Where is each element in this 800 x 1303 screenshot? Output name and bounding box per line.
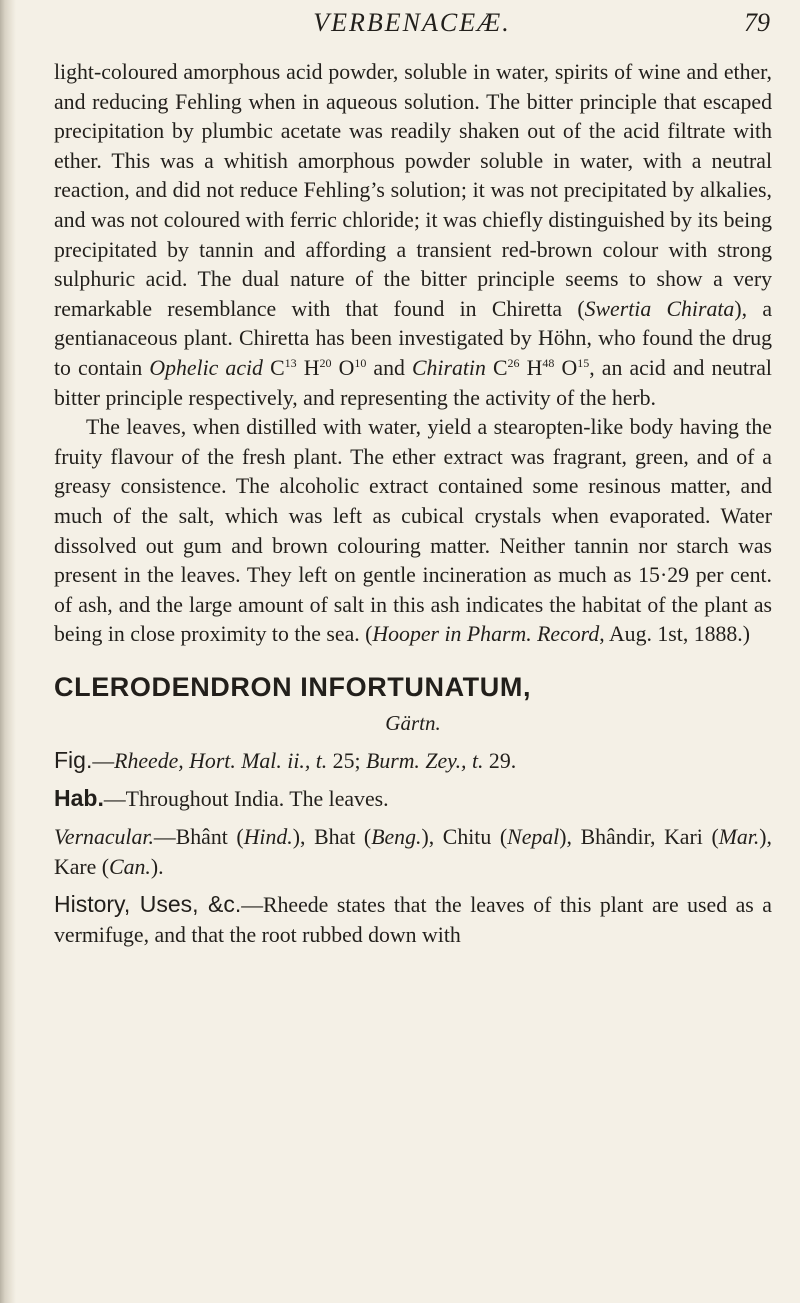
text-run: ), Chitu (	[421, 825, 508, 850]
section-label: Fig.	[54, 746, 93, 773]
running-title: VERBENACEÆ.	[313, 8, 511, 37]
text-run: —Throughout India. The leaves.	[103, 787, 389, 812]
text-run: —	[92, 748, 115, 773]
entry-authority: Gärtn.	[385, 710, 441, 735]
text-run: C	[262, 355, 285, 380]
superscript: 15	[577, 355, 590, 370]
italic-text: Hind.	[243, 825, 293, 850]
text-run: ), Bhândir, Kari (	[559, 825, 719, 850]
page-gutter-shadow	[0, 0, 16, 1303]
paragraph-bitter-principle	[54, 58, 772, 413]
superscript: 13	[284, 355, 297, 370]
text-run: and	[366, 355, 412, 380]
italic-text: Ophelic acid	[149, 355, 263, 380]
section-habitat	[54, 784, 772, 815]
italic-text: Chiratin	[412, 355, 486, 380]
section-vernacular	[54, 823, 772, 882]
text-run: , Aug. 1st, 1888.)	[599, 622, 751, 647]
text-run: H	[519, 355, 543, 380]
italic-text: Rheede, Hort. Mal. ii., t.	[114, 748, 328, 773]
superscript: 20	[319, 355, 332, 370]
superscript: 10	[354, 355, 367, 370]
text-run: The leaves, when distilled with water, yield a stearopten-like body having the fruity flavour of the fresh plant. The ether extract was fragrant, green, and of a greasy consistence. The alcoholic extract contained some resinous matter, and much of the salt, which was left as cubical crystals when evaporated. Water dissolved out gum and brown colouring matter. Neither tannin nor starch was present in the leaves. They left on gentle incineration as much as 15·29 per cent. of ash, and the large amount of salt in this ash indicates the habitat of the plant as being in close proximity to the sea. (	[54, 415, 772, 647]
italic-text: Beng.	[371, 825, 422, 850]
superscript: 48	[542, 355, 555, 370]
text-run: ), Bhat (	[292, 825, 372, 850]
text-run: ), Kare (	[54, 825, 773, 879]
section-history-uses	[54, 890, 772, 950]
text-run: 29.	[483, 748, 517, 773]
section-label: History, Uses, &c.	[54, 891, 242, 918]
entry-heading: CLERODENDRON INFORTUNATUM,	[54, 671, 532, 702]
italic-text: Nepal	[507, 825, 560, 850]
text-run: light-coloured amorphous acid powder, soluble in water, spirits of wine and ether, and reducing Fehling when in aqueous solution. The bitter principle that escaped precipitation by plumbic acetate was readily shaken out of the acid filtrate with ether. This was a whitish amorphous powder soluble in water, with a neutral reaction, and did not reduce Fehling’s solution; it was not precipitated by alkalies, and was not coloured with ferric chloride; it was chiefly distinguished by its being precipitated by tannin and affording a transient red-brown colour with strong sulphuric acid. The dual nature of the bitter principle seems to show a very remarkable resemblance with that found in Chiretta (	[54, 60, 772, 321]
section-label: Hab.	[54, 785, 104, 812]
text-run: —Rheede states that the leaves of this plant are used as a vermifuge, and that the root rubbed down with	[54, 893, 772, 947]
text-run: —Bhânt (	[153, 825, 244, 850]
text-run: O	[331, 355, 355, 380]
page-header	[54, 8, 770, 48]
text-run: H	[296, 355, 320, 380]
italic-text: Mar.	[718, 825, 760, 850]
section-label: Vernacular.	[54, 825, 154, 850]
text-run: ), a gentianaceous plant. Chiretta has been investigated by Höhn, who found the drug to contain	[54, 296, 772, 380]
section-figures	[54, 746, 772, 777]
italic-text: Burm. Zey., t.	[366, 748, 484, 773]
italic-text: Hooper in Pharm. Record	[372, 622, 600, 647]
italic-text: Can.	[109, 854, 151, 879]
text-run: O	[554, 355, 578, 380]
page-body	[54, 58, 772, 950]
text-run: ).	[150, 854, 164, 879]
italic-text: Swertia Chirata	[584, 296, 735, 321]
text-run: C	[485, 355, 508, 380]
text-run: , an acid and neutral bitter principle respectively, and representing the activity of the herb.	[54, 355, 772, 410]
text-run: 25;	[327, 748, 366, 773]
page-number: 79	[744, 8, 770, 37]
superscript: 26	[507, 355, 520, 370]
paragraph-leaves-analysis	[54, 413, 772, 650]
